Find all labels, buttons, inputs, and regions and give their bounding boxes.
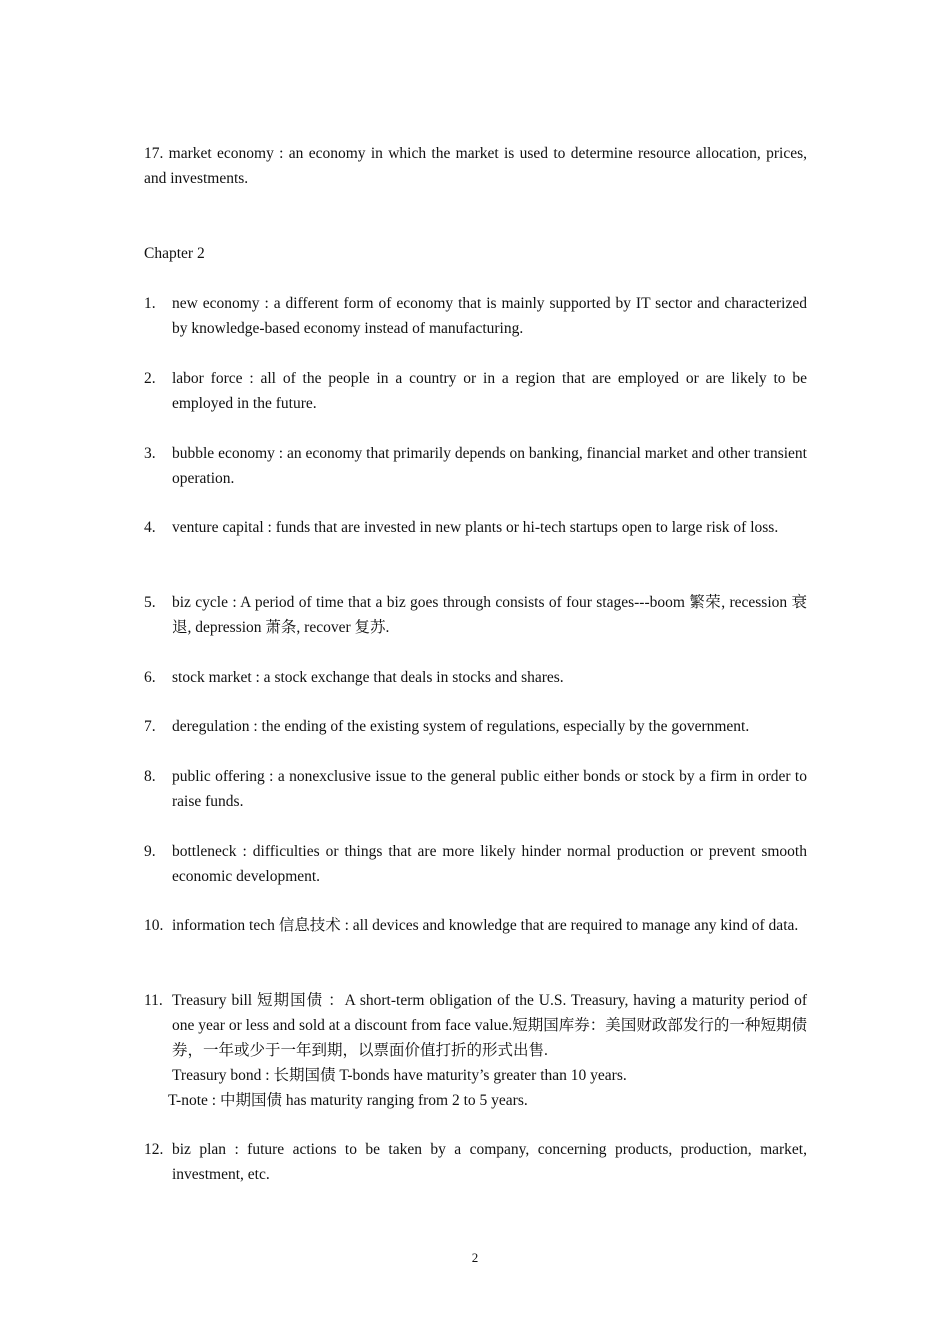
page-number: 2	[471, 1250, 479, 1265]
item-text: deregulation : the ending of the existing system of regulations, especially by the government.	[172, 718, 750, 735]
item-text: biz plan : future actions to be taken by a company, concerning products, production, market, investment, etc.	[172, 1141, 807, 1183]
item-text: stock market : a stock exchange that deals in stocks and shares.	[172, 669, 564, 686]
item-number: 10.	[144, 917, 164, 934]
item-number: 3.	[144, 445, 156, 462]
list-item	[144, 515, 807, 540]
item-number: 8.	[144, 768, 156, 785]
item-number: 9.	[144, 843, 156, 860]
list-item	[144, 366, 807, 416]
item-text: new economy : a different form of economy that is mainly supported by IT sector and characterized by knowledge-based economy instead of manufacturing.	[172, 295, 807, 337]
item-number: 5.	[144, 594, 156, 611]
item-text: Treasury bill 短期国债 ：A short-term obligation of the U.S. Treasury, having a maturity period of one year or less and sold at a discount from face value.短期国库券：美国财政部发行的一种短期债券，一年或少于一年到期，以票面价值打折的形式出售.	[172, 992, 807, 1059]
item-number: 2.	[144, 370, 156, 387]
item-text: bubble economy : an economy that primarily depends on banking, financial market and other transient operation.	[172, 445, 807, 487]
item-text: biz cycle : A period of time that a biz goes through consists of four stages---boom 繁荣, recession 衰退, depression 萧条, recover 复苏.	[172, 594, 807, 636]
item-text: labor force : all of the people in a country or in a region that are employed or are likely to be employed in the future.	[172, 370, 807, 412]
item-text: bottleneck : difficulties or things that are more likely hinder normal production or prevent smooth economic development.	[172, 843, 807, 885]
list-item	[144, 764, 807, 814]
item-number: 4.	[144, 519, 156, 536]
item-text: public offering : a nonexclusive issue to the general public either bonds or stock by a firm in order to raise funds.	[172, 768, 807, 810]
item-text: information tech 信息技术 : all devices and knowledge that are required to manage any kind of data.	[172, 917, 799, 934]
treasury-bond-line: Treasury bond : 长期国债 T-bonds have maturity’s greater than 10 years.	[172, 1067, 627, 1084]
item-number: 11.	[144, 992, 163, 1009]
list-item	[144, 839, 807, 889]
item-number: 1.	[144, 295, 156, 312]
list-item	[144, 1137, 807, 1187]
list-item	[144, 291, 807, 341]
intro-paragraph: 17. market economy : an economy in which the market is used to determine resource allocation, prices, and investments.	[144, 145, 807, 187]
treasury-note-line: T-note : 中期国债 has maturity ranging from 2 to 5 years.	[168, 1092, 528, 1109]
item-number: 6.	[144, 669, 156, 686]
list-item	[144, 441, 807, 491]
item-text: venture capital : funds that are invested in new plants or hi-tech startups open to large risk of loss.	[172, 519, 779, 536]
item-number: 12.	[144, 1141, 164, 1158]
list-item	[144, 913, 807, 938]
item-number: 7.	[144, 718, 156, 735]
chapter-heading: Chapter 2	[144, 245, 205, 262]
list-item	[144, 665, 807, 690]
list-item	[144, 988, 807, 1063]
list-item	[144, 714, 807, 739]
list-item	[144, 590, 807, 640]
